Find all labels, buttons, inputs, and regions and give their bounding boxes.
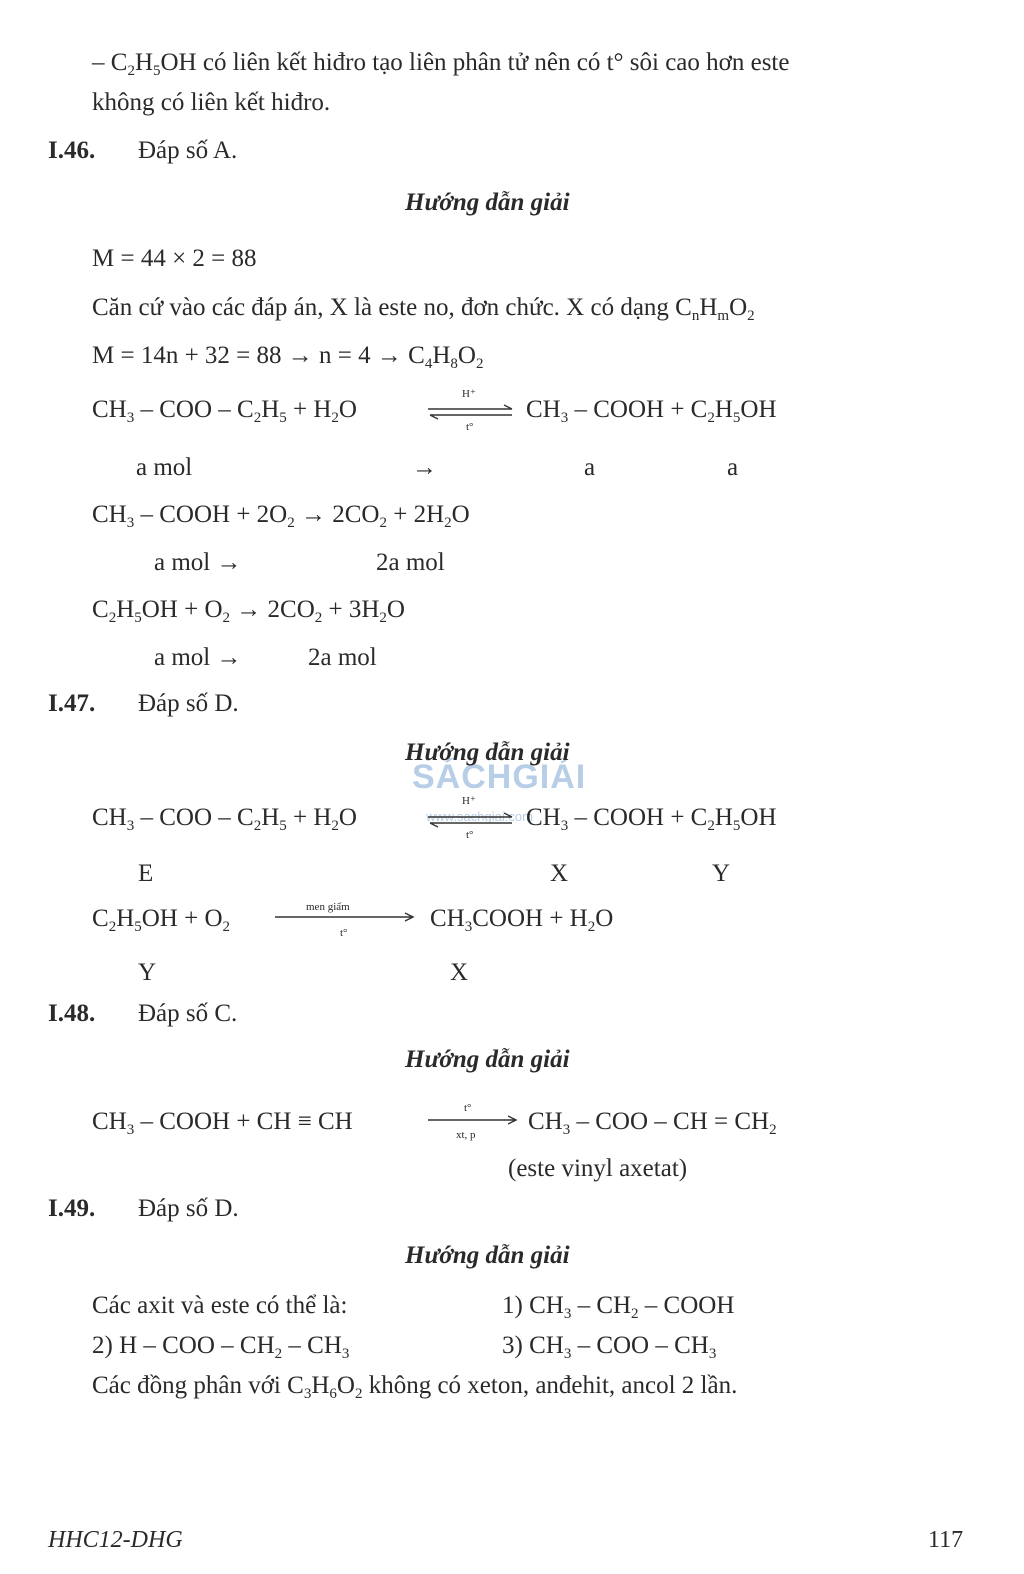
q47-number: I.47. xyxy=(48,690,96,717)
q47-eq1-right: $CH_3$ – COOH + $C_2H_5OH$ xyxy=(526,804,777,834)
q46-line-basis: Căn cứ vào các đáp án, X là este no, đơn chức. X có dạng $C_nH_mO_2$ xyxy=(92,294,755,324)
q46-eq1-cond-top: H⁺ xyxy=(462,388,476,400)
q47-answer: Đáp số D. xyxy=(138,690,239,717)
q46-mol3-a: a mol → xyxy=(154,644,242,671)
q47-label-E: E xyxy=(138,860,154,887)
q46-mol1-c: a xyxy=(727,454,739,481)
q46-answer: Đáp số A. xyxy=(138,137,238,164)
q47-label2-Y: Y xyxy=(138,959,157,986)
q47-eq1-left: $CH_3$ – COO – $C_2H_5 + H_2O$ xyxy=(92,804,357,834)
q47-eq2-cond-top: men giấm xyxy=(306,901,350,913)
q46-number: I.46. xyxy=(48,137,96,164)
q48-heading: Hướng dẫn giải xyxy=(405,1046,570,1073)
q47-eq2-right: $CH_3COOH + H_2O$ xyxy=(430,905,614,935)
intro-text: có liên kết hiđro tạo liên phân tử nên có t° sôi cao hơn este xyxy=(202,49,790,76)
q49-heading: Hướng dẫn giải xyxy=(405,1242,570,1269)
intro-dash: – xyxy=(92,49,105,76)
q49-item2: 2) H – COO – $CH_2 - CH_3$ xyxy=(92,1332,350,1362)
q47-label-Y: Y xyxy=(712,860,731,887)
q47-label-X: X xyxy=(550,860,569,887)
q49-line-last: Các đồng phân với $C_3H_6O_2$ không có xeton, anđehit, ancol 2 lần. xyxy=(92,1372,738,1402)
q48-eq-cond-bottom: xt, p xyxy=(456,1129,476,1141)
page-number: 117 xyxy=(928,1527,964,1553)
q46-line-M: M = 44 × 2 = 88 xyxy=(92,245,257,272)
q46-eq1-left: $CH_3$ – COO – $C_2H_5 + H_2O$ xyxy=(92,396,357,426)
watermark-url: www.sachgiai.com xyxy=(426,809,533,824)
intro-formula: $C_2H_5OH$ xyxy=(110,49,197,79)
q46-mol2-b: 2a mol xyxy=(376,549,445,576)
q47-eq2-left: $C_2H_5OH + O_2$ xyxy=(92,905,231,935)
q48-eq-cond-top: t° xyxy=(464,1102,472,1114)
q49-number: I.49. xyxy=(48,1195,96,1222)
q46-mol2-a: a mol → xyxy=(154,549,242,576)
q47-eq1-cond-bottom: t° xyxy=(466,829,474,841)
q48-note: (este vinyl axetat) xyxy=(508,1155,688,1182)
footer-code: HHC12-DHG xyxy=(48,1527,183,1553)
q49-answer: Đáp số D. xyxy=(138,1195,239,1222)
q46-eq3: $C_2H_5OH + O_2 \to 2CO_2 + 3H_2O$ xyxy=(92,596,405,626)
q47-label2-X: X xyxy=(450,959,469,986)
q47-eq2-arrow xyxy=(275,912,415,922)
q46-eq2: $CH_3$ – COOH + $2O_2 \to 2CO_2 + 2H_2O$ xyxy=(92,501,470,531)
q46-eq1-cond-bottom: t° xyxy=(466,421,474,433)
q46-mol1-arrow: → xyxy=(412,454,437,481)
q49-line1: Các axit và este có thể là: xyxy=(92,1292,348,1319)
q46-eq1-equilibrium-arrow xyxy=(428,404,514,420)
intro-line-2: không có liên kết hiđro. xyxy=(92,89,331,116)
q48-eq-arrow xyxy=(428,1115,518,1125)
q46-heading: Hướng dẫn giải xyxy=(405,189,570,216)
q48-eq-left: $CH_3$ – COOH + CH ≡ CH xyxy=(92,1108,353,1138)
watermark-logo: SÁCHGIẢI xyxy=(412,758,587,796)
q46-line-n: $M = 14n + 32 = 88 \to n = 4 \to C_4H_8O_2$ xyxy=(92,342,484,372)
intro-line-1 xyxy=(92,49,790,79)
q48-answer: Đáp số C. xyxy=(138,1000,238,1027)
q47-eq2-cond-bottom: t° xyxy=(340,927,348,939)
q48-eq-right: $CH_3$ – COO – CH = $CH_2$ xyxy=(528,1108,777,1138)
q46-eq1-right: $CH_3$ – COOH + $C_2H_5OH$ xyxy=(526,396,777,426)
q46-mol3-b: 2a mol xyxy=(308,644,377,671)
q49-item3: 3) $CH_3$ – COO – $CH_3$ xyxy=(502,1332,717,1362)
q46-mol1-b: a xyxy=(584,454,596,481)
q46-mol1-a: a mol xyxy=(136,454,193,481)
q49-item1: 1) $CH_3 - CH_2$ – COOH xyxy=(502,1292,735,1322)
q47-eq1-cond-top: H⁺ xyxy=(462,795,476,807)
q47-heading: Hướng dẫn giải xyxy=(405,739,570,766)
q47-eq1-equilibrium-arrow xyxy=(428,812,514,828)
q48-number: I.48. xyxy=(48,1000,96,1027)
